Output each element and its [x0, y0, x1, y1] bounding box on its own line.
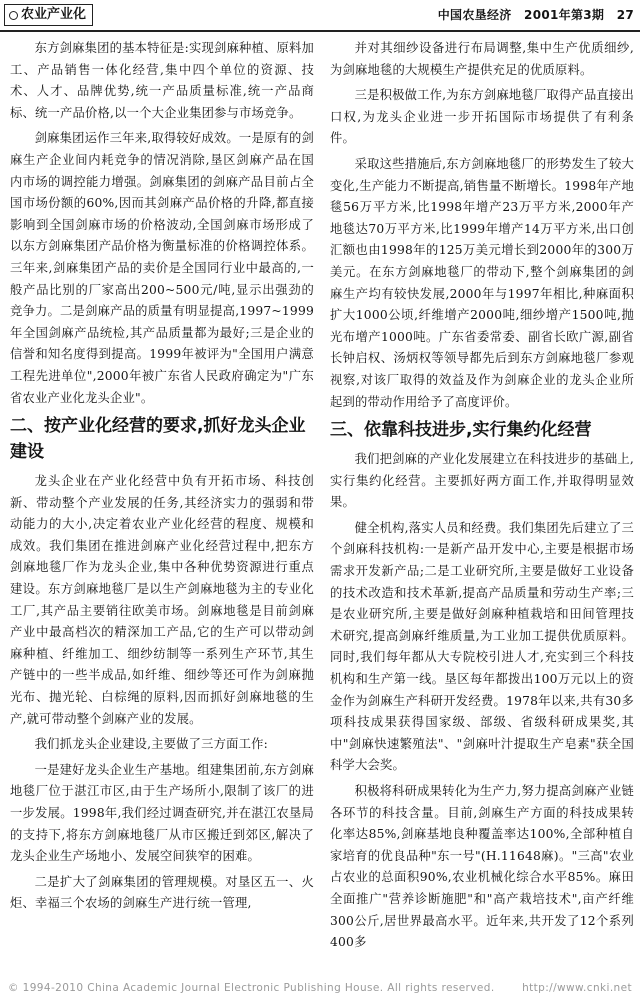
issue-label: 2001年第3期: [524, 8, 605, 22]
journal-name: 中国农垦经济: [437, 8, 512, 22]
paragraph: 积极将科研成果转化为生产力,努力提高剑麻产业链各环节的科技含量。目前,剑麻生产方面的科技成果转化率达85%,剑麻基地良种覆盖率达100%,全部种植自家培育的优良品种"东一号"(H.11648麻)。"三高"农业占农业的总面积90%,农业机械化综合水平85%。麻田全面推广"营养诊断施肥"和"高产栽培技术",亩产纤维300公斤,居世界最高水平。近年来,共开发了12个系列400多: [330, 784, 634, 950]
page-header: [0, 0, 640, 30]
left-column: [10, 38, 314, 968]
paragraph: 采取这些措施后,东方剑麻地毯厂的形势发生了较大变化,生产能力不断提高,销售量不断增长。1998年产地毯56万平方米,比1998年增产23万平方米,2000年产地毯达70万平方米,比1999年增产14万平方米,出口创汇额也由1998年的125万美元增长到2000年的300万美元。在东方剑麻地毯厂的带动下,整个剑麻集团的剑麻生产均有较快发展,2000年与1997年相比,种麻面积扩大1000公顷,纤维增产2000吨,细纱增产1500吨,抛光布增产1000吨。广东省委常委、副省长欧广源,副省长钟启权、汤炳权等领导都先后到东方剑麻地毯厂参观视察,对该厂取得的效益及作为剑麻企业的龙头企业所起到的带动作用给予了高度评价。: [330, 156, 634, 409]
journal-info: [430, 6, 634, 23]
section-heading: 二、按产业化经营的要求,抓好龙头企业建设: [10, 416, 306, 463]
paragraph: 并对其细纱设备进行布局调整,集中生产优质细纱,为剑麻地毯的大规模生产提供充足的优质原料。: [330, 41, 634, 77]
paragraph: 剑麻集团运作三年来,取得较好成效。一是原有的剑麻生产企业间内耗竞争的情况消除,垦区剑麻产品在国内市场的调控能力增强。剑麻集团的剑麻产品目前占全国市场份额的60%,因而其剑麻产品价格的升降,都直接影响到全国剑麻市场的价格波动,全国剑麻市场形成了以东方剑麻集团产品价格为衡量标准的价格调控体系。三年来,剑麻集团产品的卖价是全国同行业中最高的,一般产品比别的厂家高出200~500元/吨,显示出强劲的竞争力。二是剑麻产品的质量有明显提高,1997~1999年全国剑麻产品统检,其产品质量都为最好;三是企业的信誉和知名度得到提高。1999年被评为"全国用户满意工程先进单位",2000年被广东省人民政府确定为"广东省农业产业化龙头企业"。: [10, 131, 314, 405]
copyright-footer: [0, 976, 640, 1000]
paragraph: 一是建好龙头企业生产基地。组建集团前,东方剑麻地毯厂位于湛江市区,由于生产场所小,限制了该厂的进一步发展。1998年,我们经过调查研究,并在湛江农垦局的支持下,将东方剑麻地毯厂从市区搬迁到郊区,解决了龙头企业生产场地小、发展空间狭窄的困难。: [10, 762, 314, 864]
paragraph: 我们把剑麻的产业化发展建立在科技进步的基础上,实行集约化经营。主要抓好两方面工作,并取得明显效果。: [330, 452, 634, 510]
section-tag: [4, 4, 93, 26]
paragraph: 健全机构,落实人员和经费。我们集团先后建立了三个剑麻科技机构:一是新产品开发中心,主要是根据市场需求开发新产品;二是工业研究所,主要是做好工业设备的技术改造和技术革新,提高产品质量和劳动生产率;三是农业研究所,主要是做好剑麻种植栽培和田间管理技术研究,提高剑麻纤维质量,为工业加工提供优质原料。同时,我们每年都从大专院校引进人才,充实到三个科技机构和生产第一线。垦区每年都拨出100万元以上的资金作为剑麻生产科研开发经费。1978年以来,共有30多项科技成果获得国家级、部级、省级科研成果奖,其中"剑麻快速繁殖法"、"剑麻叶汁提取生产皂素"获全国科学大会奖。: [330, 520, 634, 773]
header-divider: [0, 30, 640, 32]
page-number: 27: [616, 8, 634, 22]
paragraph: 我们抓龙头企业建设,主要做了三方面工作:: [34, 737, 268, 752]
paragraph: 三是积极做工作,为东方剑麻地毯厂取得产品直接出口权,为龙头企业进一步开拓国际市场提供了有利条件。: [330, 88, 634, 146]
paragraph: 东方剑麻集团的基本特征是:实现剑麻种植、原料加工、产品销售一体化经营,集中四个单位的资源、技术、人才、品牌优势,统一产品质量标准,统一产品商标、统一产品价格,以一个大企业集团参与市场竞争。: [10, 41, 314, 120]
footer-url[interactable]: http://www.cnki.net: [522, 982, 632, 994]
right-column: [330, 38, 634, 968]
copyright-text: © 1994-2010 China Academic Journal Electronic Publishing House. All rights reserved.: [8, 982, 495, 994]
paragraph: 二是扩大了剑麻集团的管理规模。对垦区五一、火炬、幸福三个农场的剑麻生产进行统一管理,: [10, 874, 314, 911]
section-tag-label: 农业产业化: [21, 7, 87, 22]
section-heading: 三、依靠科技进步,实行集约化经营: [330, 420, 592, 441]
paragraph: 龙头企业在产业化经营中负有开拓市场、科技创新、带动整个产业发展的任务,其经济实力的强弱和带动能力的大小,决定着农业产业化经营的程度、规模和成效。我们集团在推进剑麻产业化经营过程中,把东方剑麻地毯厂作为龙头企业,集中各种优势资源进行重点建设。东方剑麻地毯厂是以生产剑麻地毯为主的专业化工厂,其产品主要销往欧美市场。剑麻地毯是目前剑麻产业中最高档次的精深加工产品,它的生产可以带动剑麻种植、纤维加工、细纱纺制等一系列生产环节,其生产链中的一些半成品,如纤维、细纱等还可作为剑麻抛光布、抛光轮、白棕绳的原料,因而抓好剑麻地毯的生产,就可带动整个剑麻产业的发展。: [10, 474, 314, 726]
circle-icon: [9, 11, 18, 20]
